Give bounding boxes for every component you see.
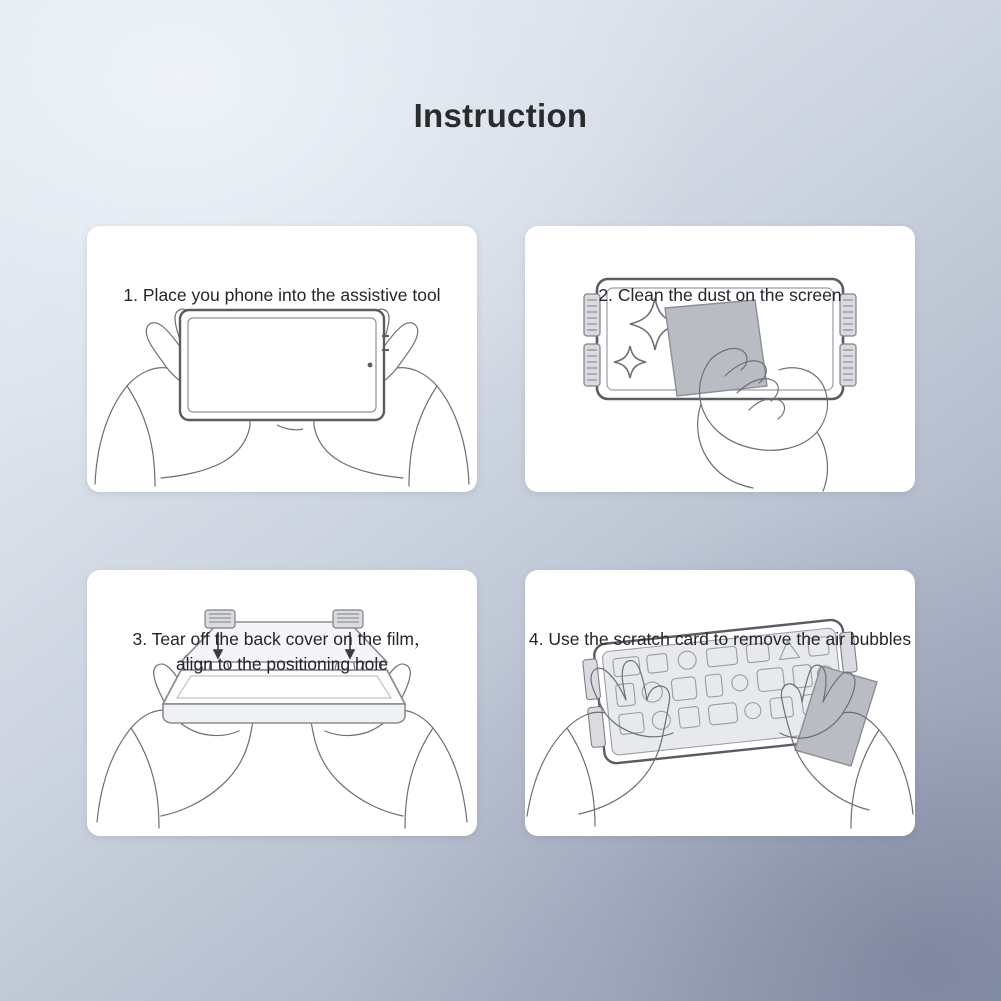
step-1-illustration [87, 226, 477, 492]
step-2-illustration [525, 226, 915, 492]
page-title: Instruction [413, 97, 588, 134]
step-3-caption-line-2: align to the positioning hole [175, 654, 389, 674]
step-card-4 [525, 570, 915, 836]
step-4-caption: 4. Use the scratch card to remove the air bubbles [528, 629, 912, 649]
step-card-3 [87, 570, 477, 836]
step-3-illustration [87, 570, 477, 836]
step-1-caption: 1. Place you phone into the assistive tool [123, 285, 441, 305]
step-3-caption [57, 627, 507, 677]
step-3-caption-line-1: 3. Tear off the back cover on the film， [132, 629, 432, 649]
step-card-2 [525, 226, 915, 492]
step-2-caption: 2. Clean the dust on the screen [598, 285, 842, 305]
step-4-illustration [525, 570, 915, 836]
step-card-1 [87, 226, 477, 492]
